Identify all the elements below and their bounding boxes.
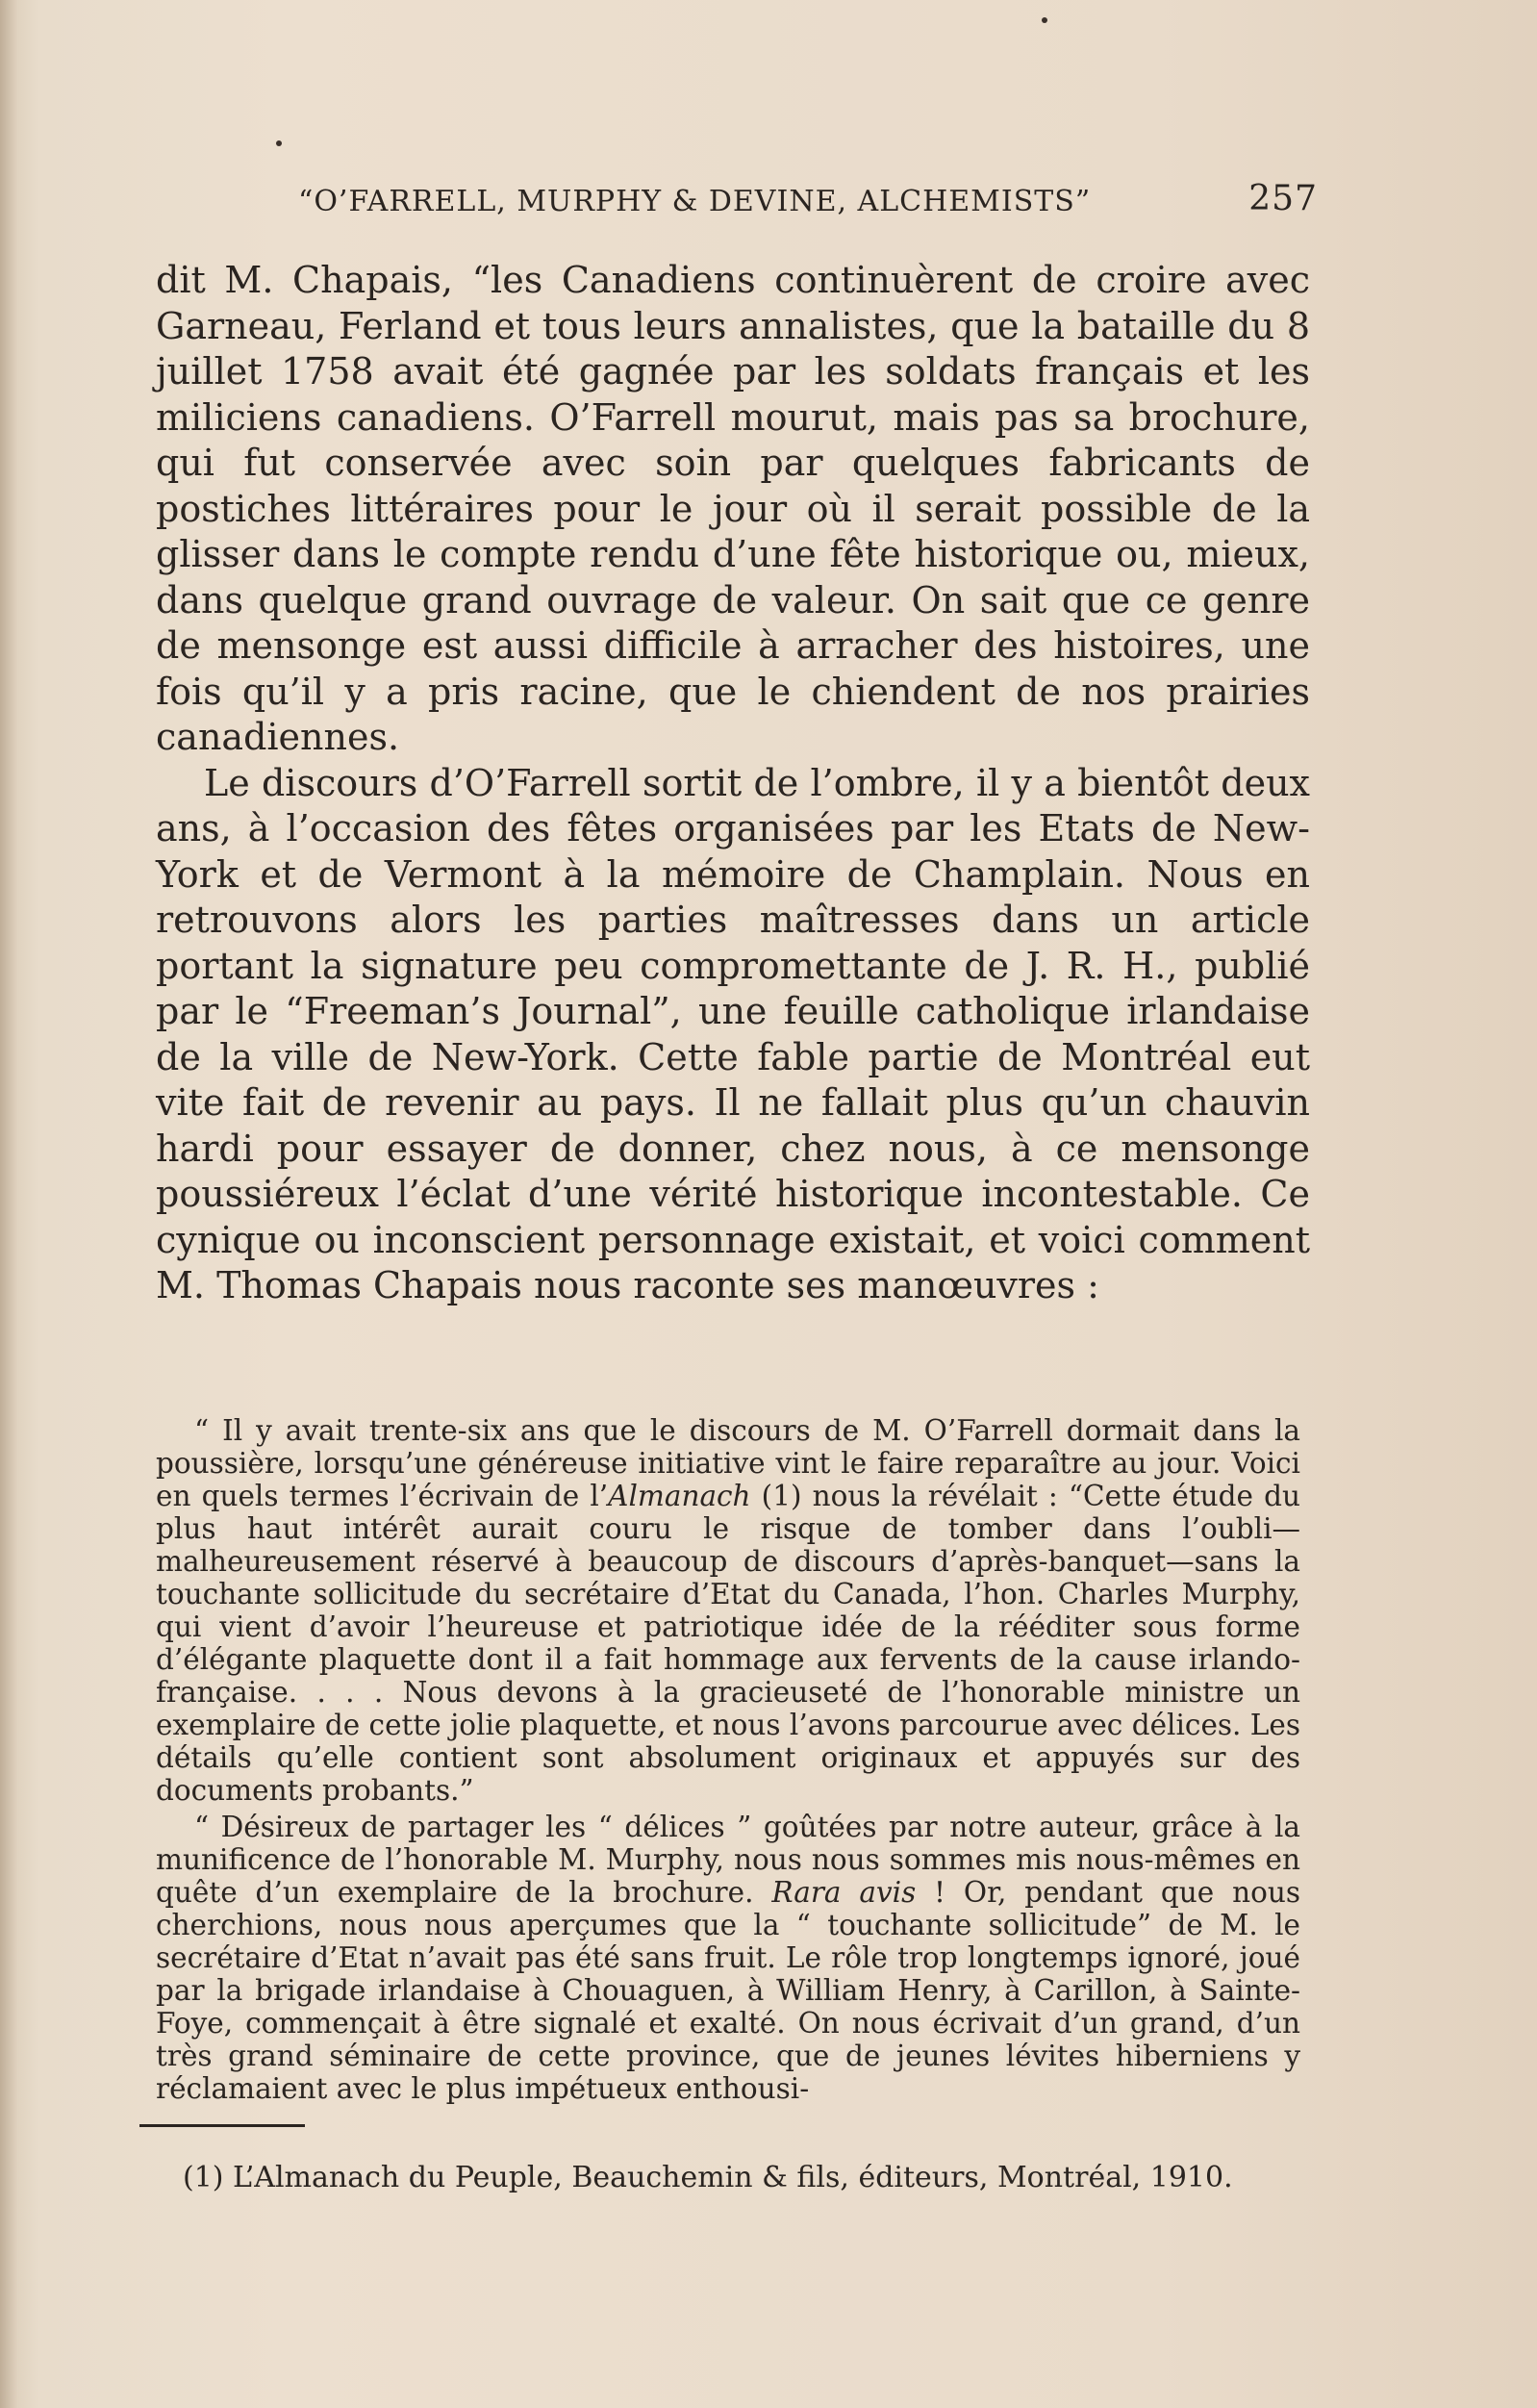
block-quote bbox=[156, 1414, 1300, 2109]
quote-italic: Almanach bbox=[608, 1480, 751, 1512]
speck bbox=[276, 140, 282, 146]
paragraph: Le discours d’O’Farrell sortit de l’ombre, il y a bientôt deux ans, à l’occasion des fêtes organisées par les Etats de New-York et de Vermont à la mémoire de Champlain. Nous en retrouvons alors les parties maîtresses dans un article portant la signature peu compromettante de J. R. H., publié par le “Freeman’s Journal”, une feuille catholique irlandaise de la ville de New-York. Cette fable partie de Montréal eut vite fait de revenir au pays. Il ne fallait plus qu’un chauvin hardi pour essayer de donner, chez nous, à ce mensonge poussiéreux l’éclat d’une vérité historique incontestable. Ce cynique ou inconscient personnage existait, et voici comment M. Thomas Chapais nous raconte ses manœuvres : bbox=[156, 761, 1310, 1306]
running-head bbox=[298, 173, 1318, 231]
quote-italic: Rara avis bbox=[771, 1876, 917, 1909]
page-number: 257 bbox=[1248, 179, 1318, 218]
quote-text: ! Or, pendant que nous cherchions, nous nous aperçumes que la “ touchante sollicitude” de M. le secrétaire d’Etat n’avait pas été sans fruit. Le rôle trop longtemps ignoré, joué par la brigade irlandaise à Chouaguen, à William Henry, à Carillon, à Sainte-Foye, commençait à être signalé et exalté. On nous écrivait d’un grand, d’un très grand séminaire de cette province, que de jeunes lévites hiberniens y réclamaient avec le plus impétueux enthousi- bbox=[156, 1876, 1300, 2105]
running-title: “O’FARRELL, MURPHY & DEVINE, ALCHEMISTS” bbox=[298, 185, 1092, 218]
speck bbox=[1042, 17, 1047, 23]
footnote: (1) L’Almanach du Peuple, Beauchemin & fils, éditeurs, Montréal, 1910. bbox=[183, 2161, 1233, 2194]
quote-text: “ Il y avait trente-six ans que le discours de M. O’Farrell dormait dans la poussière, lorsqu’une généreuse initiative vint le faire reparaître au jour. Voici en quels termes l’écrivain de l’ bbox=[156, 1414, 1300, 1512]
quote-paragraph bbox=[156, 1414, 1300, 1807]
quote-text: (1) nous la révélait : “Cette étude du plus haut intérêt aurait couru le risque de tomber dans l’oubli—malheureusement réservé à beaucoup de discours d’après-banquet—sans la touchante sollicitude du secrétaire d’Etat du Canada, l’hon. Charles Murphy, qui vient d’avoir l’heureuse et patriotique idée de la rééditer sous forme d’élégante plaquette dont il a fait hommage aux fervents de la cause irlando-française. . . . Nous devons à la gracieuseté de l’honorable ministre un exemplaire de cette jolie plaquette, et nous l’avons parcourue avec délices. Les détails qu’elle contient sont absolument originaux et appuyés sur des documents probants.” bbox=[156, 1480, 1300, 1807]
body-text bbox=[156, 258, 1310, 1309]
footnote-rule bbox=[139, 2124, 305, 2127]
quote-paragraph bbox=[156, 1811, 1300, 2105]
binding-edge bbox=[0, 0, 17, 2408]
paragraph: dit M. Chapais, “les Canadiens continuèrent de croire avec Garneau, Ferland et tous leurs annalistes, que la bataille du 8 juillet 1758 avait été gagnée par les soldats français et les miliciens canadiens. O’Farrell mourut, mais pas sa brochure, qui fut conservée avec soin par quelques fabricants de postiches littéraires pour le jour où il serait possible de la glisser dans le compte rendu d’une fête historique ou, mieux, dans quelque grand ouvrage de valeur. On sait que ce genre de mensonge est aussi difficile à arracher des histoires, une fois qu’il y a pris racine, que le chiendent de nos prairies canadiennes. bbox=[156, 259, 1310, 758]
quote-text: “ Désireux de partager les “ délices ” goûtées par notre auteur, grâce à la munificence de l’honorable M. Murphy, nous nous sommes mis nous-mêmes en quête d’un exemplaire de la brochure. bbox=[156, 1811, 1300, 1909]
